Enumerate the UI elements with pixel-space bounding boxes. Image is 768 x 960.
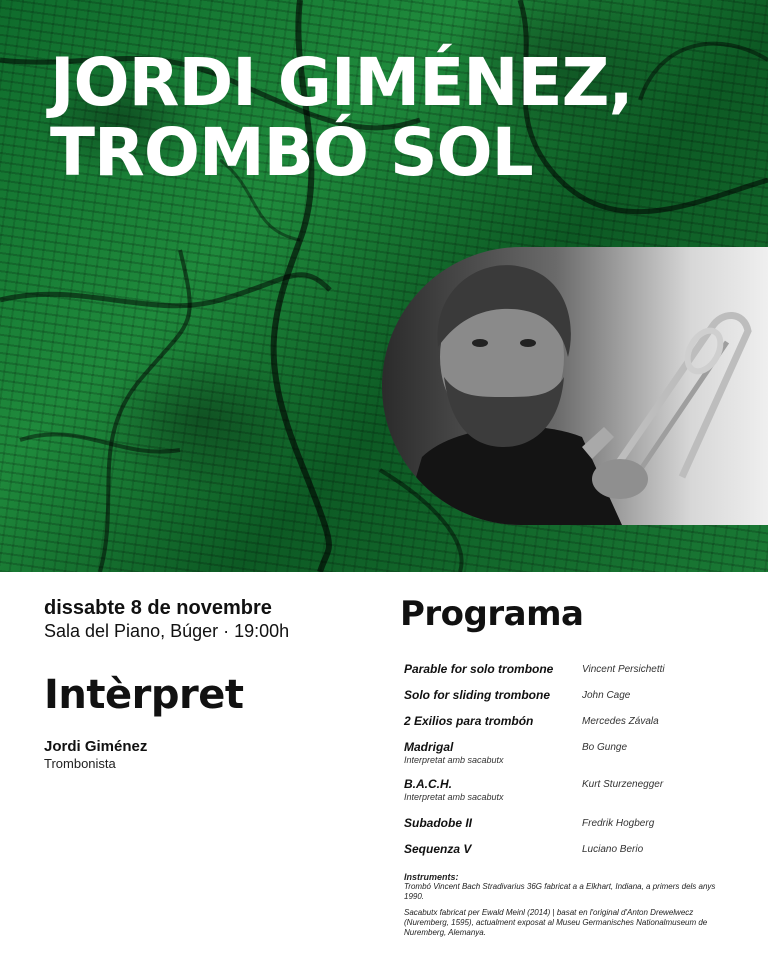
performer-name: Jordi Giménez	[44, 738, 148, 755]
piece-title: B.A.C.H.	[404, 777, 452, 791]
performer-illustration	[382, 247, 768, 525]
piece-composer: Kurt Sturzenegger	[582, 779, 664, 790]
event-venue: Sala del Piano, Búger · 19:00h	[44, 621, 290, 641]
piece-title: Madrigal	[404, 740, 454, 754]
program-item	[404, 662, 744, 688]
program-list	[404, 662, 744, 866]
performer-photo	[382, 247, 768, 525]
title-line-2: TROMBÓ SOL	[50, 114, 533, 191]
instrument-trombone: Trombó Vincent Bach Stradivarius 36G fabricat a a Elkhart, Indiana, a primers dels anys 1990.	[404, 882, 716, 901]
program-item	[404, 740, 744, 777]
piece-title: Sequenza V	[404, 842, 472, 856]
piece-title: 2 Exilios para trombón	[404, 714, 534, 728]
program-item	[404, 842, 744, 866]
program-item	[404, 714, 744, 740]
program-heading: Programa	[400, 594, 584, 634]
instrument-sackbut: Sacabutx fabricat per Ewald Meinl (2014) | basat en l'original d'Anton Drewelwecz (Nuremberg, 1595), actualment exposat al Museu Germanisches Nationalmuseum de Nuremberg, Alemanya.	[404, 908, 708, 937]
piece-title: Subadobe II	[404, 816, 473, 830]
piece-composer: Mercedes Závala	[582, 716, 659, 727]
piece-title: Solo for sliding trombone	[404, 688, 550, 702]
piece-composer: Vincent Persichetti	[582, 664, 665, 675]
piece-composer: John Cage	[582, 690, 631, 701]
event-date: dissabte 8 de novembre	[44, 597, 272, 619]
performer-role: Trombonista	[44, 756, 116, 771]
page-title	[50, 44, 633, 191]
program-item	[404, 777, 744, 816]
piece-note: Interpretat amb sacabutx	[404, 792, 504, 802]
piece-note: Interpretat amb sacabutx	[404, 755, 504, 765]
piece-composer: Bo Gunge	[582, 742, 628, 753]
piece-composer: Luciano Berio	[582, 844, 644, 855]
program-item	[404, 688, 744, 714]
program-item	[404, 816, 744, 842]
instruments-note	[404, 872, 724, 944]
title-line-1: JORDI GIMÉNEZ,	[50, 44, 633, 121]
piece-composer: Fredrik Hogberg	[582, 818, 655, 829]
instruments-heading: Instruments:	[404, 872, 459, 882]
performer-heading: Intèrpret	[44, 672, 244, 718]
piece-title: Parable for solo trombone	[404, 662, 554, 676]
